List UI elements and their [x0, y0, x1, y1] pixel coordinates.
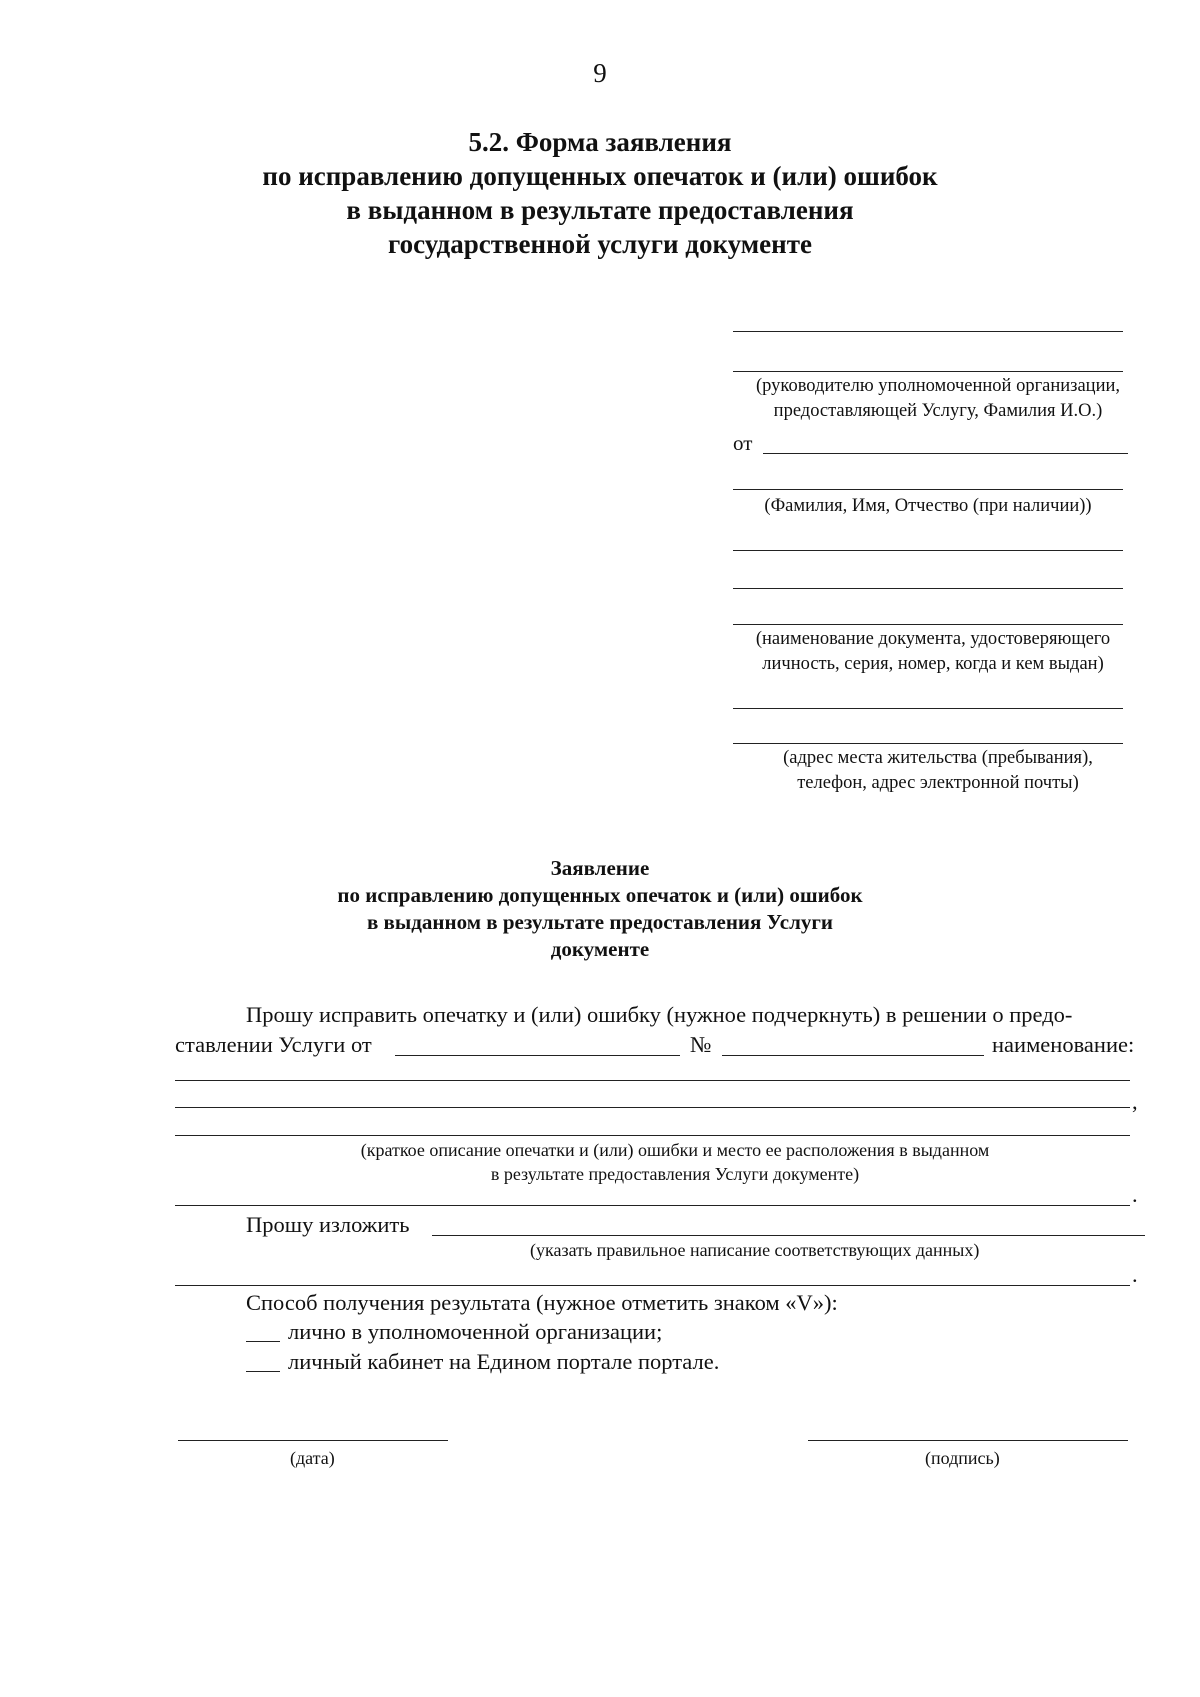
form-title-line: по исправлению допущенных опечаток и (или) ошибок: [262, 161, 938, 191]
decision-date-line[interactable]: [395, 1055, 680, 1056]
description-period: .: [1132, 1182, 1138, 1207]
applicant-doc-caption: [733, 627, 1133, 677]
applicant-doc-line-1[interactable]: [733, 550, 1123, 551]
addressee-line-1[interactable]: [733, 331, 1123, 332]
caption-line: (наименование документа, удостоверяющего: [755, 629, 1111, 649]
application-title: [300, 855, 900, 963]
applicant-address-line-2[interactable]: [733, 743, 1123, 744]
from-line[interactable]: [763, 453, 1128, 454]
from-label: от: [733, 431, 753, 455]
applicant-doc-line-3[interactable]: [733, 624, 1123, 625]
correction-label: Прошу изложить: [246, 1212, 410, 1237]
caption-line: в результате предоставления Услуги документе): [490, 1164, 860, 1184]
delivery-option-2: личный кабинет на Едином портале портале.: [288, 1349, 720, 1374]
applicant-name-caption: (Фамилия, Имя, Отчество (при наличии)): [764, 496, 1092, 516]
date-line[interactable]: [178, 1440, 448, 1441]
description-line-3[interactable]: [175, 1135, 1130, 1136]
name-label: наименование:: [992, 1032, 1135, 1057]
correction-caption: (указать правильное написание соответствующих данных): [530, 1240, 980, 1260]
form-title-line: государственной услуги документе: [388, 229, 812, 259]
application-title-line: по исправлению допущенных опечаток и (или) ошибок: [337, 883, 863, 907]
caption-line: личность, серия, номер, когда и кем выдан): [762, 654, 1104, 674]
decision-number-line[interactable]: [722, 1055, 984, 1056]
applicant-name-line[interactable]: [733, 489, 1123, 490]
applicant-address-line-1[interactable]: [733, 708, 1123, 709]
correction-period: .: [1132, 1262, 1138, 1287]
signature-line[interactable]: [808, 1440, 1128, 1441]
number-sign: №: [690, 1032, 712, 1057]
page-number: 9: [593, 58, 607, 88]
caption-line: телефон, адрес электронной почты): [797, 773, 1079, 793]
applicant-doc-line-2[interactable]: [733, 588, 1123, 589]
delivery-option-1: лично в уполномоченной организации;: [288, 1319, 663, 1344]
application-title-line: документе: [550, 937, 650, 961]
delivery-option-1-checkbox[interactable]: [246, 1341, 280, 1342]
application-title-line: в выданном в результате предоставления Услуги: [366, 910, 834, 934]
addressee-line-2[interactable]: [733, 371, 1123, 372]
caption-line: (адрес места жительства (пребывания),: [783, 748, 1093, 768]
request-line-2-prefix: ставлении Услуги от: [175, 1032, 372, 1057]
description-line-2[interactable]: [175, 1107, 1130, 1108]
form-title: [200, 125, 1000, 261]
description-line-1[interactable]: [175, 1080, 1130, 1081]
caption-line: (краткое описание опечатки и (или) ошибки и место ее расположения в выданном: [360, 1140, 990, 1160]
form-title-line: в выданном в результате предоставления: [346, 195, 854, 225]
signature-caption: (подпись): [925, 1448, 1000, 1468]
form-title-line: 5.2. Форма заявления: [468, 127, 732, 157]
correction-line[interactable]: [432, 1235, 1145, 1236]
description-comma: ,: [1132, 1089, 1138, 1114]
caption-line: (руководителю уполномоченной организации,: [755, 376, 1121, 396]
addressee-caption: [728, 374, 1148, 424]
caption-line: предоставляющей Услугу, Фамилия И.О.): [773, 401, 1103, 421]
request-line-1: Прошу исправить опечатку и (или) ошибку (нужное подчеркнуть) в решении о предо-: [246, 1002, 1073, 1027]
delivery-label: Способ получения результата (нужное отметить знаком «V»):: [246, 1290, 838, 1315]
applicant-address-caption: [743, 746, 1133, 796]
description-caption: [300, 1138, 1050, 1186]
date-caption: (дата): [290, 1448, 335, 1468]
delivery-option-2-checkbox[interactable]: [246, 1371, 280, 1372]
description-line-4[interactable]: [175, 1205, 1130, 1206]
correction-line-2[interactable]: [175, 1285, 1130, 1286]
application-title-line: Заявление: [550, 856, 650, 880]
